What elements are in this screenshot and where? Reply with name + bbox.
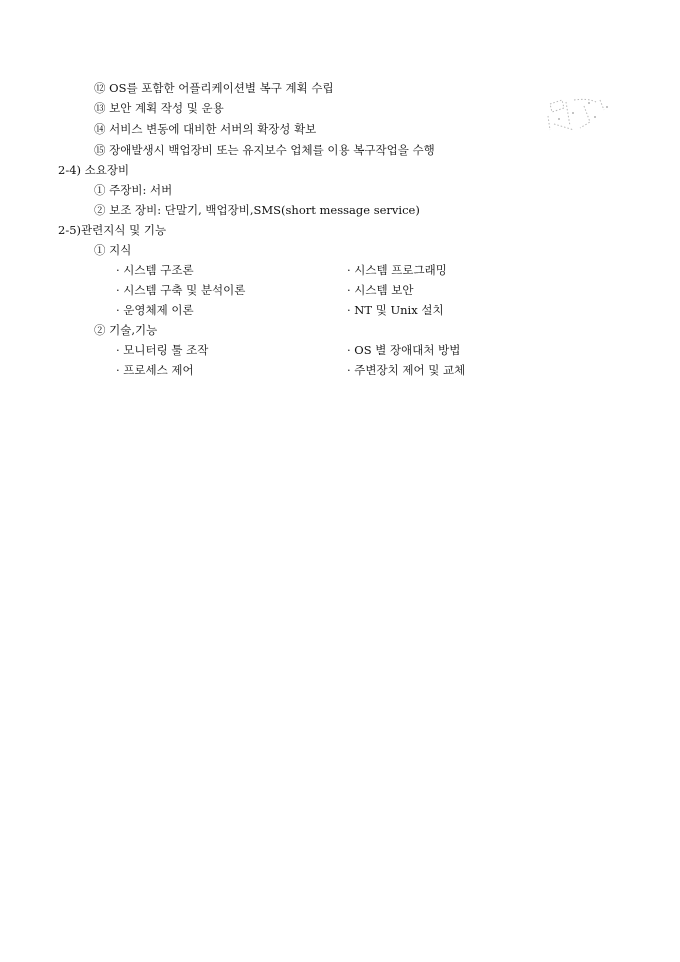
skills-label: ② 기술,기능 (94, 323, 158, 337)
knowledge-item: · 시스템 구축 및 분석이론 (116, 283, 246, 297)
knowledge-item: · 시스템 구조론 (116, 263, 194, 277)
knowledge-item: · 시스템 보안 (347, 283, 414, 297)
knowledge-row (0, 302, 680, 318)
knowledge-label: ① 지식 (94, 243, 132, 257)
list-item-12: ⑫ OS를 포함한 어플리케이션별 복구 계획 수립 (94, 81, 334, 95)
knowledge-item: · 시스템 프로그래밍 (347, 263, 447, 277)
knowledge-item: · NT 및 Unix 설치 (347, 303, 444, 317)
knowledge-row (0, 282, 680, 298)
knowledge-row (0, 262, 680, 278)
section-heading-2-5: 2-5)관련지식 및 기능 (58, 223, 167, 237)
skills-item: · 프로세스 제어 (116, 363, 194, 377)
section-heading-2-4: 2-4) 소요장비 (58, 163, 130, 177)
skills-row (0, 342, 680, 358)
skills-row (0, 362, 680, 378)
skills-item: · 모니터링 툴 조작 (116, 343, 209, 357)
list-item-15: ⑮ 장애발생시 백업장비 또는 유지보수 업체를 이용 복구작업을 수행 (94, 143, 435, 157)
equipment-main: ① 주장비: 서버 (94, 183, 173, 197)
knowledge-item: · 운영체제 이론 (116, 303, 194, 317)
faint-stamp-mark (544, 96, 612, 134)
skills-item: · 주변장치 제어 및 교체 (347, 363, 466, 377)
equipment-aux: ② 보조 장비: 단말기, 백업장비,SMS(short message service) (94, 203, 420, 217)
skills-item: · OS 별 장애대처 방법 (347, 343, 461, 357)
list-item-13: ⑬ 보안 계획 작성 및 운용 (94, 101, 224, 115)
list-item-14: ⑭ 서비스 변동에 대비한 서버의 확장성 확보 (94, 122, 317, 136)
